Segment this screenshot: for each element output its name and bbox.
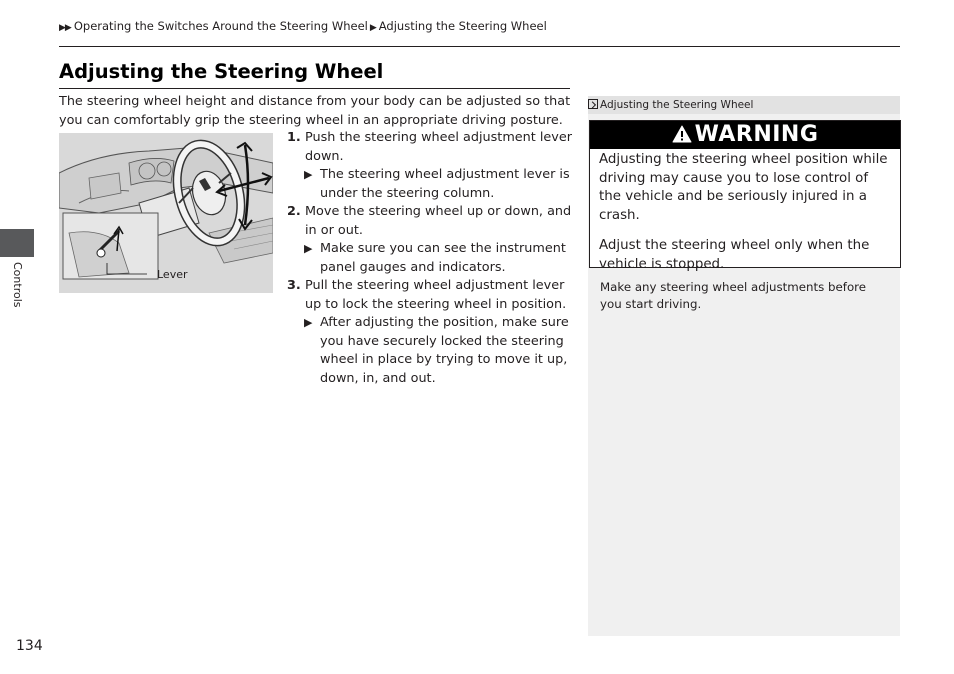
- result-text: After adjusting the position, make sure you have securely locked the steering wheel in place by trying to move it up, down, in, and out.: [320, 315, 569, 386]
- double-arrow-icon: ▶▶: [59, 23, 71, 33]
- step-3: [287, 277, 572, 314]
- warning-banner: [590, 121, 900, 149]
- steering-wheel-illustration: [59, 133, 273, 293]
- result-text: Make sure you can see the instrument panel gauges and indicators.: [320, 241, 566, 275]
- sidebar-note: Make any steering wheel adjustments before you start driving.: [600, 280, 867, 311]
- arrow-icon: ▶: [369, 23, 377, 33]
- step-number: 3.: [287, 278, 301, 293]
- section-title: Adjusting the Steering Wheel: [59, 60, 384, 83]
- step-1: [287, 129, 572, 166]
- header-divider: [59, 46, 900, 47]
- lever-callout-label: Lever: [157, 268, 188, 281]
- result-text: The steering wheel adjustment lever is under the steering column.: [320, 167, 570, 201]
- step-text: Move the steering wheel up or down, and in or out.: [305, 204, 572, 238]
- step-3-result: [287, 314, 572, 388]
- chapter-tab[interactable]: [0, 229, 34, 257]
- intro-paragraph: The steering wheel height and distance from your body can be adjusted so that you can comfortably grip the steering wheel in an appropriate driving posture.: [59, 94, 571, 128]
- step-number: 2.: [287, 204, 301, 219]
- breadcrumb: [59, 19, 900, 33]
- steps-list: [287, 129, 572, 388]
- warning-text-2: Adjust the steering wheel only when the vehicle is stopped.: [599, 238, 870, 272]
- result-arrow-icon: ▶: [304, 242, 313, 255]
- page-number: 134: [16, 638, 43, 654]
- step-text: Pull the steering wheel adjustment lever up to lock the steering wheel in position.: [305, 278, 567, 312]
- breadcrumb-current: Adjusting the Steering Wheel: [378, 19, 547, 33]
- warning-text-1: Adjusting the steering wheel position while driving may cause you to lose control of the vehicle and be seriously injured in a crash.: [599, 152, 888, 223]
- sidebar-header: [588, 96, 900, 114]
- result-arrow-icon: ▶: [304, 316, 313, 329]
- step-2-result: [287, 240, 572, 277]
- sidebar-header-text: Adjusting the Steering Wheel: [600, 99, 754, 111]
- step-text: Push the steering wheel adjustment lever down.: [305, 130, 572, 164]
- warning-triangle-icon: [672, 125, 692, 143]
- step-1-result: [287, 166, 572, 203]
- warning-title: WARNING: [694, 122, 819, 147]
- warning-box: [589, 120, 901, 272]
- step-2: [287, 203, 572, 240]
- result-arrow-icon: ▶: [304, 168, 313, 181]
- title-divider: [59, 88, 570, 89]
- step-number: 1.: [287, 130, 301, 145]
- chapter-label: Controls: [11, 262, 24, 308]
- breadcrumb-parent[interactable]: Operating the Switches Around the Steering Wheel: [73, 19, 368, 33]
- reference-icon: [588, 99, 598, 109]
